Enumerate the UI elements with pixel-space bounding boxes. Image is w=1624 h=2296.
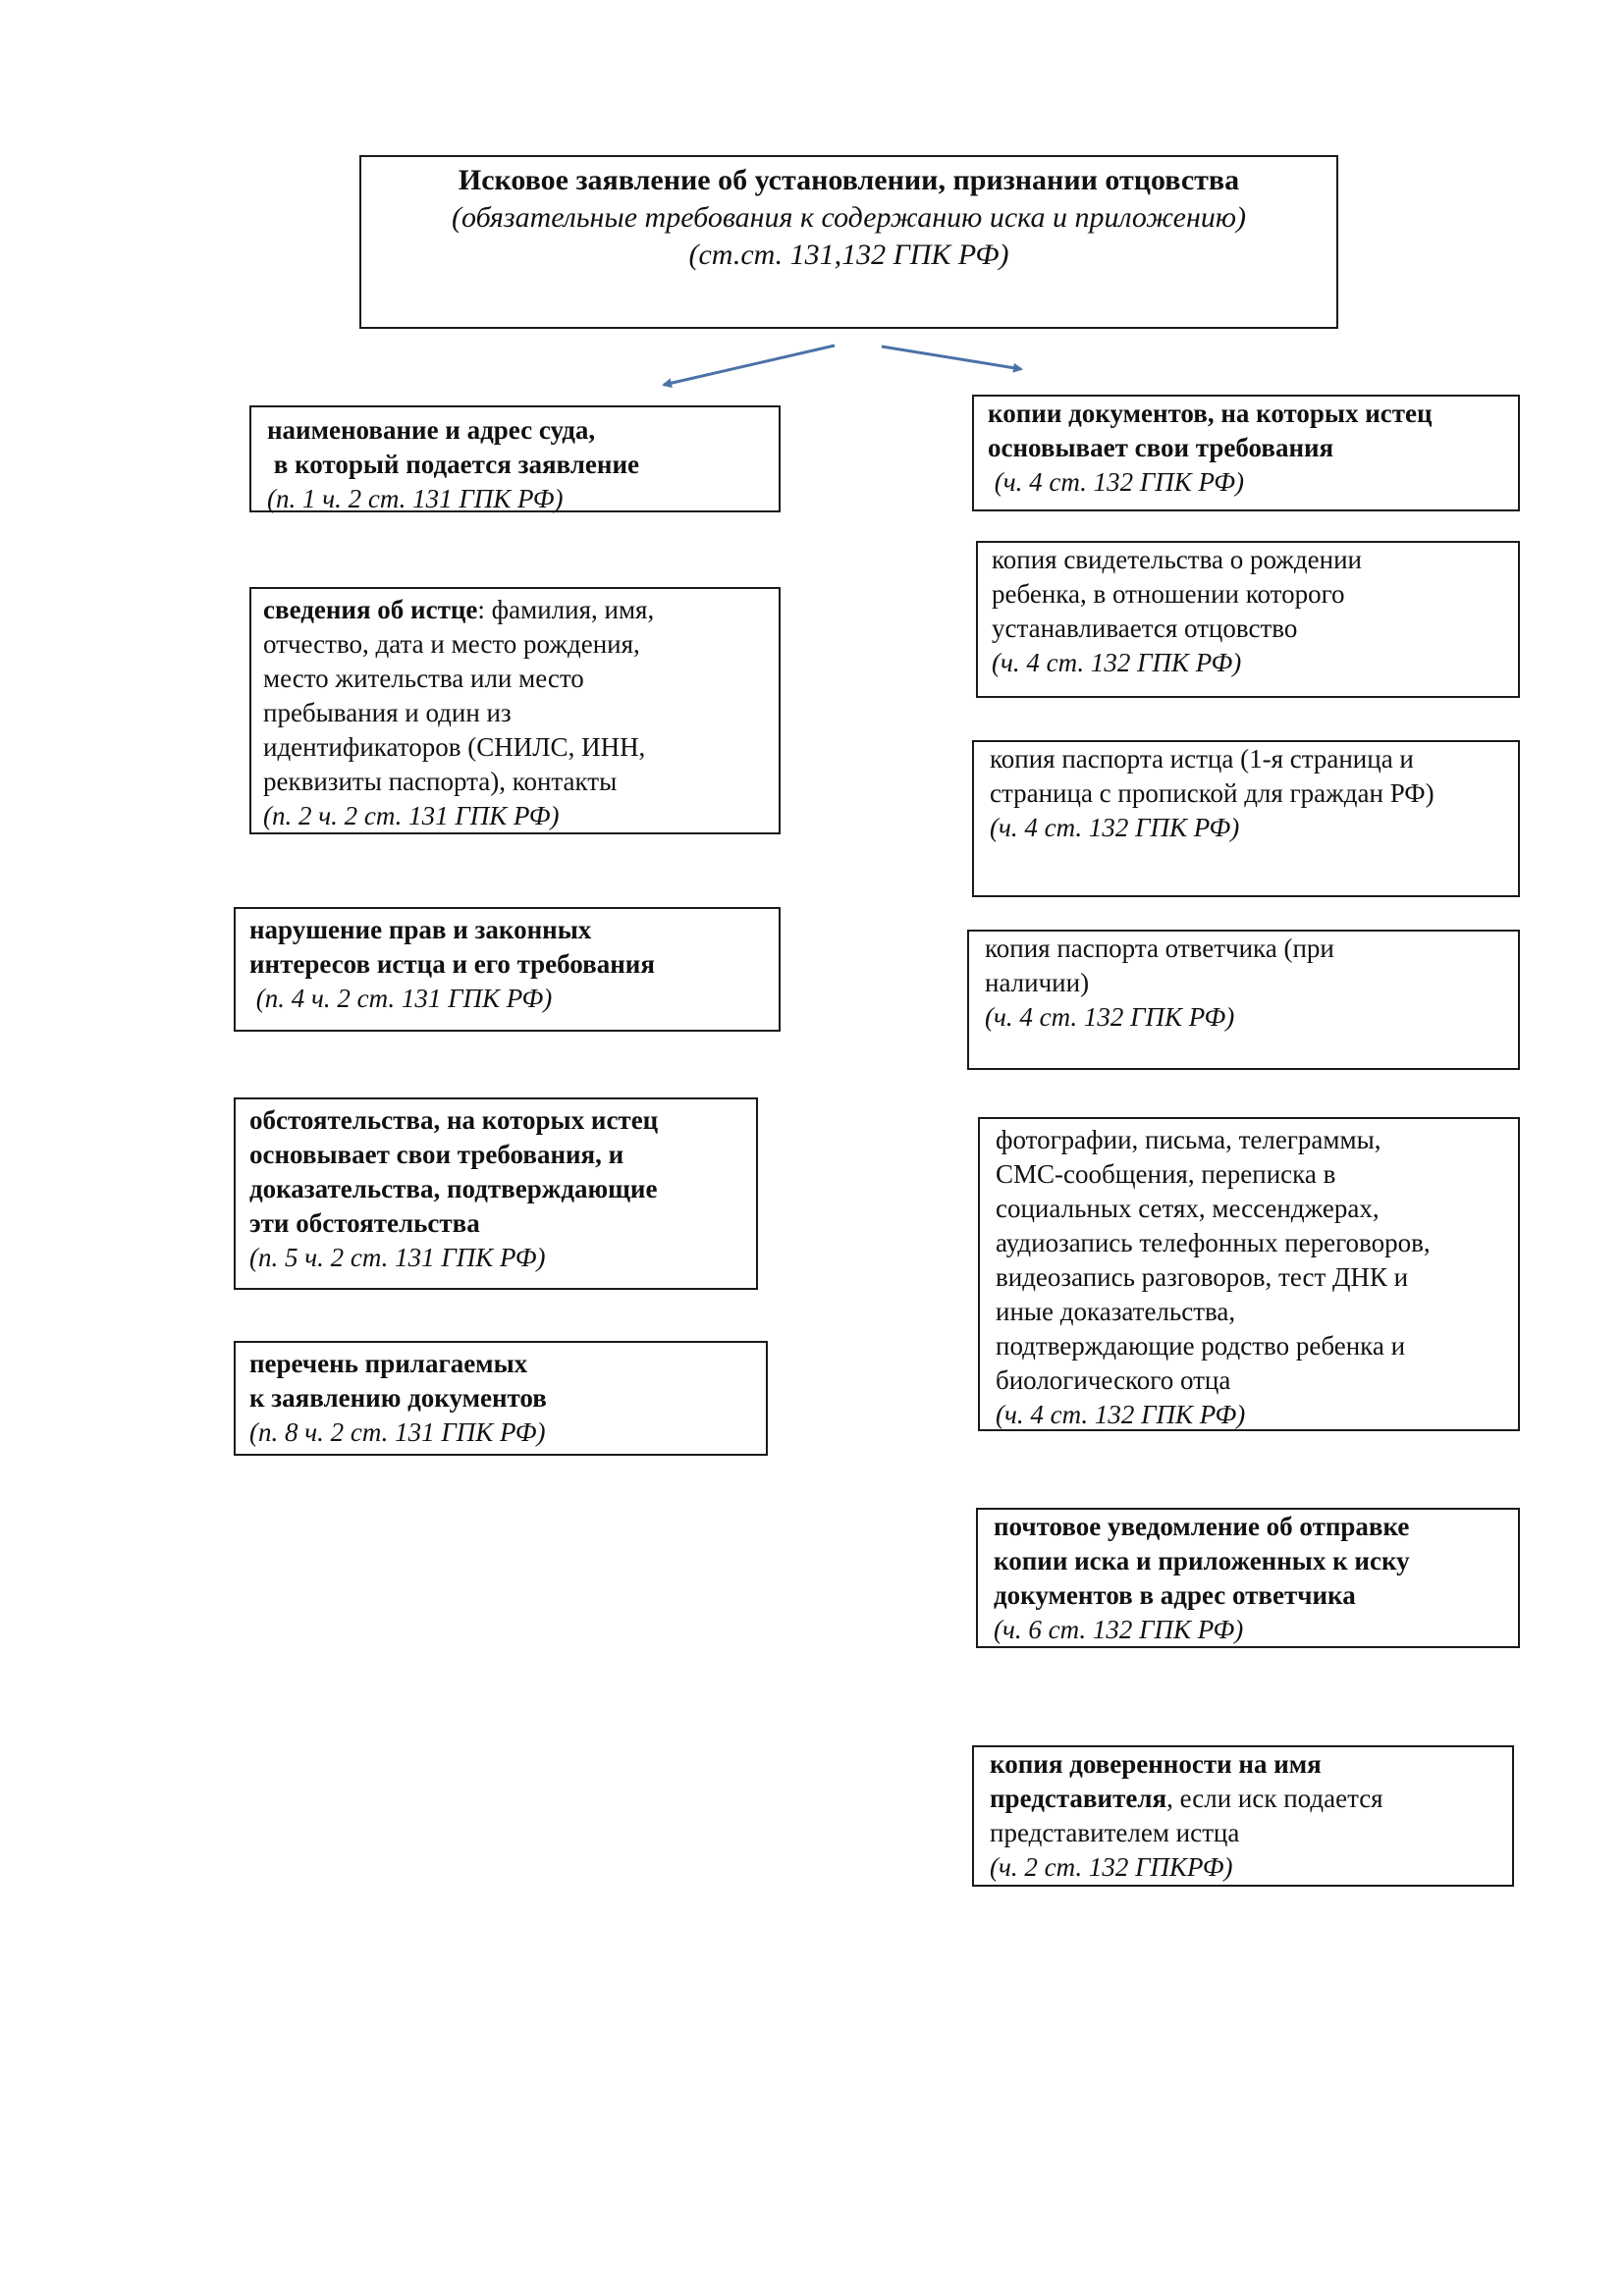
evidence-ref: (ч. 4 ст. 132 ГПК РФ)	[996, 1400, 1246, 1429]
evidence-line4: аудиозапись телефонных переговоров,	[996, 1228, 1431, 1257]
passport-plaintiff-ref: (ч. 4 ст. 132 ГПК РФ)	[990, 813, 1240, 842]
proxy-bold2: представителя	[990, 1784, 1167, 1813]
violation-ref: (п. 4 ч. 2 ст. 131 ГПК РФ)	[249, 984, 553, 1013]
birth-line2: ребенка, в отношении которого	[992, 579, 1345, 609]
copies-line2: основывает свои требования	[988, 433, 1334, 462]
list-line1: перечень прилагаемых	[249, 1349, 528, 1378]
court-ref: (п. 1 ч. 2 ст. 131 ГПК РФ)	[267, 484, 564, 513]
plaintiff-line4: пребывания и один из	[263, 698, 512, 727]
proxy-ref: (ч. 2 ст. 132 ГПКРФ)	[990, 1852, 1233, 1882]
birth-line3: устанавливается отцовство	[992, 614, 1298, 643]
passport-plaintiff-line1: копия паспорта истца (1-я страница и	[990, 744, 1414, 774]
violation-line1: нарушение прав и законных	[249, 915, 592, 944]
court-line2: в который подается заявление	[267, 450, 640, 479]
proxy-box	[972, 1745, 1514, 1887]
header-reference: (ст.ст. 131,132 ГПК РФ)	[688, 239, 1009, 271]
evidence-line6: иные доказательства,	[996, 1297, 1236, 1326]
plaintiff-line2: отчество, дата и место рождения,	[263, 629, 640, 659]
copies-line1: копии документов, на которых истец	[988, 399, 1433, 428]
passport-plaintiff-box	[972, 740, 1520, 897]
circumstances-line1: обстоятельства, на которых истец	[249, 1105, 659, 1135]
circumstances-ref: (п. 5 ч. 2 ст. 131 ГПК РФ)	[249, 1243, 546, 1272]
plaintiff-line6: реквизиты паспорта), контакты	[263, 767, 618, 796]
postal-line1: почтовое уведомление об отправке	[994, 1512, 1410, 1541]
plaintiff-line3: место жительства или место	[263, 664, 584, 693]
evidence-line3: социальных сетях, мессенджерах,	[996, 1194, 1380, 1223]
plaintiff-bold: сведения об истце	[263, 595, 478, 624]
passport-defendant-line2: наличии)	[985, 968, 1090, 997]
copies-box	[972, 395, 1520, 511]
postal-line3: документов в адрес ответчика	[994, 1580, 1356, 1610]
postal-box	[976, 1508, 1520, 1648]
passport-defendant-line1: копия паспорта ответчика (при	[985, 934, 1334, 963]
evidence-line1: фотографии, письма, телеграммы,	[996, 1125, 1381, 1154]
plaintiff-rest: : фамилия, имя,	[477, 595, 655, 624]
arrow-right	[882, 347, 1021, 369]
header-box	[359, 155, 1338, 329]
plaintiff-line5: идентификаторов (СНИЛС, ИНН,	[263, 732, 646, 762]
header-subtitle: (обязательные требования к содержанию иска и приложению)	[451, 201, 1246, 234]
circumstances-box	[234, 1097, 758, 1290]
circumstances-line4: эти обстоятельства	[249, 1208, 480, 1238]
court-box	[249, 405, 781, 512]
proxy-bold1: копия доверенности на имя	[990, 1749, 1322, 1779]
violation-line2: интересов истца и его требования	[249, 949, 655, 979]
arrow-left	[664, 346, 835, 385]
passport-plaintiff-line2: страница с пропиской для граждан РФ)	[990, 778, 1435, 808]
copies-ref: (ч. 4 ст. 132 ГПК РФ)	[988, 467, 1244, 497]
header-title: Исковое заявление об установлении, признании отцовства	[458, 164, 1240, 196]
postal-ref: (ч. 6 ст. 132 ГПК РФ)	[994, 1615, 1244, 1644]
proxy-line3: представителем истца	[990, 1818, 1240, 1847]
violation-box	[234, 907, 781, 1032]
plaintiff-ref: (п. 2 ч. 2 ст. 131 ГПК РФ)	[263, 801, 560, 830]
passport-defendant-box	[967, 930, 1520, 1070]
evidence-line2: СМС-сообщения, переписка в	[996, 1159, 1336, 1189]
evidence-line8: биологического отца	[996, 1365, 1231, 1395]
evidence-box	[978, 1117, 1520, 1431]
proxy-rest2: , если иск подается	[1166, 1784, 1383, 1813]
birth-ref: (ч. 4 ст. 132 ГПК РФ)	[992, 648, 1242, 677]
birth-box	[976, 541, 1520, 698]
evidence-line7: подтверждающие родство ребенка и	[996, 1331, 1406, 1361]
list-box	[234, 1341, 768, 1456]
plaintiff-box	[249, 587, 781, 834]
postal-line2: копии иска и приложенных к иску	[994, 1546, 1410, 1575]
circumstances-line2: основывает свои требования, и	[249, 1140, 624, 1169]
list-ref: (п. 8 ч. 2 ст. 131 ГПК РФ)	[249, 1417, 546, 1447]
birth-line1: копия свидетельства о рождении	[992, 545, 1362, 574]
court-line1: наименование и адрес суда,	[267, 415, 596, 445]
evidence-line5: видеозапись разговоров, тест ДНК и	[996, 1262, 1409, 1292]
list-line2: к заявлению документов	[249, 1383, 547, 1413]
passport-defendant-ref: (ч. 4 ст. 132 ГПК РФ)	[985, 1002, 1235, 1032]
circumstances-line3: доказательства, подтверждающие	[249, 1174, 658, 1203]
